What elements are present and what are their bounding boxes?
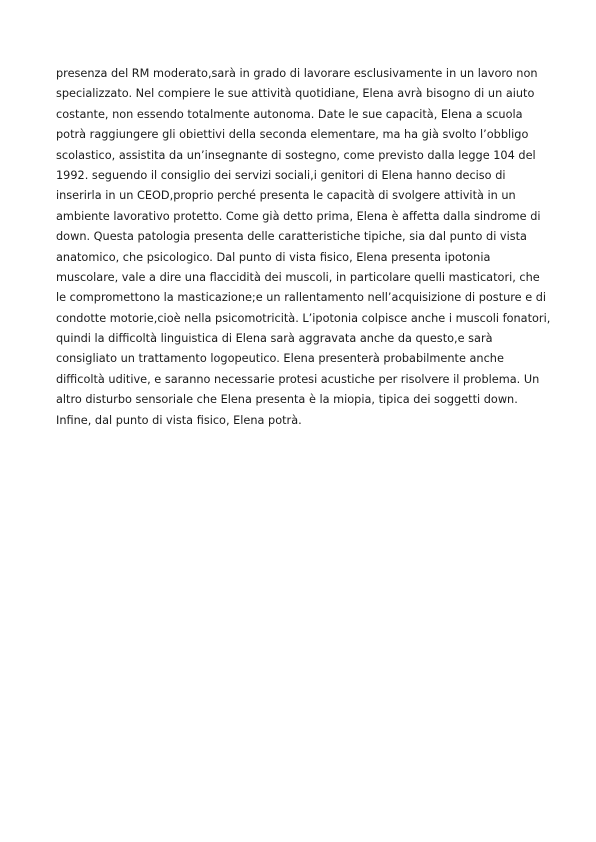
text-line: ambiente lavorativo protetto. Come già detto prima, Elena è affetta dalla sindrome di [56,209,541,223]
text-line: specializzato. Nel compiere le sue attività quotidiane, Elena avrà bisogno di un aiuto [56,87,535,101]
text-line: condotte motorie,cioè nella psicomotricità. L’ipotonia colpisce anche i muscoli fonatori, [56,311,551,325]
text-line: muscolare, vale a dire una flaccidità dei muscoli, in particolare quelli masticatori, che [56,270,540,284]
text-line: 1992. seguendo il consiglio dei servizi sociali,i genitori di Elena hanno deciso di [56,168,506,182]
text-line: presenza del RM moderato,sarà in grado di lavorare esclusivamente in un lavoro non [56,67,538,80]
text-line: down. Questa patologia presenta delle caratteristiche tipiche, sia dal punto di vista [56,230,527,244]
body-paragraph [56,64,556,431]
text-line: quindi la difficoltà linguistica di Elena sarà aggravata anche da questo,e sarà [56,332,493,346]
text-line: consigliato un trattamento logopeutico. Elena presenterà probabilmente anche [56,352,504,366]
text-line: Infine, dal punto di vista fisico, Elena potrà. [56,413,302,427]
text-line: anatomico, che psicologico. Dal punto di vista fisico, Elena presenta ipotonia [56,250,491,264]
text-line: altro disturbo sensoriale che Elena presenta è la miopia, tipica dei soggetti down. [56,393,518,407]
text-line: difficoltà uditive, e saranno necessarie protesi acustiche per risolvere il problema. Un [56,372,540,386]
text-line: inserirla in un CEOD,proprio perché presenta le capacità di svolgere attività in un [56,189,516,203]
text-line: scolastico, assistita da un’insegnante di sostegno, come previsto dalla legge 104 del [56,148,536,162]
text-line: potrà raggiungere gli obiettivi della seconda elementare, ma ha già svolto l’obbligo [56,128,529,142]
text-line: le compromettono la masticazione;e un rallentamento nell’acquisizione di posture e di [56,291,547,305]
text-line: costante, non essendo totalmente autonoma. Date le sue capacità, Elena a scuola [56,107,523,121]
